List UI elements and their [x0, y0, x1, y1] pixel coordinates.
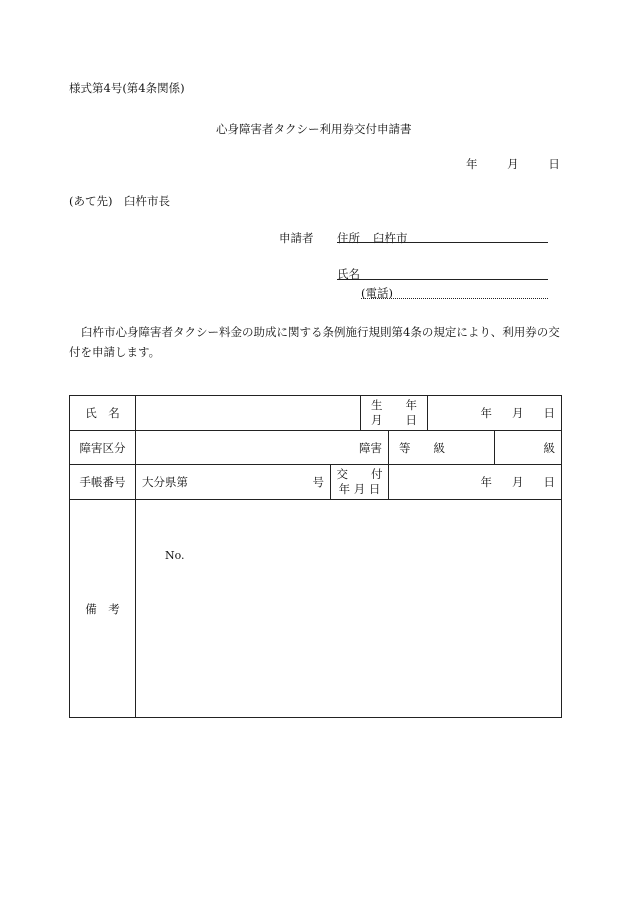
birth-month: 月 [512, 406, 524, 420]
birth-year: 年 [480, 406, 493, 420]
date-year: 年 [466, 157, 478, 171]
notebook-suffix: 号 [312, 475, 324, 489]
body-text-line-1: 臼杵市心身障害者タクシー料金の助成に関する条例施行規則第4条の規定により、利用券の交 [81, 325, 560, 339]
birthdate-label-1: 生 年 [371, 398, 418, 412]
name-label: 氏名 [337, 267, 360, 281]
birthdate-cell-label [361, 396, 428, 431]
notebook-number-value[interactable] [136, 465, 331, 500]
document-title: 心身障害者タクシー利用券交付申請書 [216, 122, 412, 136]
disability-category-label: 障害区分 [70, 431, 136, 465]
grade-label: 等 級 [399, 440, 446, 455]
remarks-value[interactable] [136, 500, 562, 718]
date-day: 日 [548, 157, 560, 171]
birth-day: 日 [543, 406, 556, 420]
grade-suffix: 級 [543, 440, 556, 455]
issue-day: 日 [543, 475, 556, 489]
phone-dotted-line[interactable] [361, 298, 548, 299]
row-remarks [70, 500, 562, 718]
issue-year: 年 [480, 475, 493, 489]
submission-date [466, 156, 560, 172]
phone-label: (電話) [361, 286, 393, 300]
issue-date-label [331, 465, 389, 500]
applicant-label: 申請者 [279, 231, 314, 245]
row-notebook [70, 465, 562, 500]
name-cell-value[interactable] [136, 396, 361, 431]
issue-label-1: 交 付 [336, 467, 383, 481]
grade-label-cell [389, 431, 495, 465]
issue-month: 月 [512, 475, 524, 489]
remarks-no-label: No. [165, 549, 185, 562]
name-cell-label: 氏 名 [70, 396, 136, 431]
disability-category-value[interactable] [136, 431, 389, 465]
birthdate-cell-value[interactable] [428, 396, 562, 431]
addressee: (あて先) 臼杵市長 [69, 194, 170, 208]
body-text-line-2: 付を申請します。 [69, 345, 161, 359]
row-disability [70, 431, 562, 465]
address-underline [337, 242, 548, 243]
remarks-label: 備 考 [70, 500, 136, 718]
name-underline[interactable] [337, 279, 548, 280]
notebook-prefix: 大分県第 [142, 475, 188, 489]
notebook-number-label: 手帳番号 [70, 465, 136, 500]
application-table [69, 395, 562, 718]
disability-suffix: 障害 [359, 440, 383, 455]
form-number: 様式第4号(第4条関係) [69, 81, 185, 95]
address-value[interactable]: 臼杵市 [373, 231, 408, 245]
birthdate-label-2: 月 日 [371, 413, 418, 427]
date-month: 月 [507, 157, 519, 171]
issue-date-value[interactable] [389, 465, 562, 500]
grade-value[interactable] [495, 431, 562, 465]
address-label: 住所 [337, 231, 360, 245]
issue-label-2: 年 月 日 [338, 482, 381, 496]
row-name [70, 396, 562, 431]
